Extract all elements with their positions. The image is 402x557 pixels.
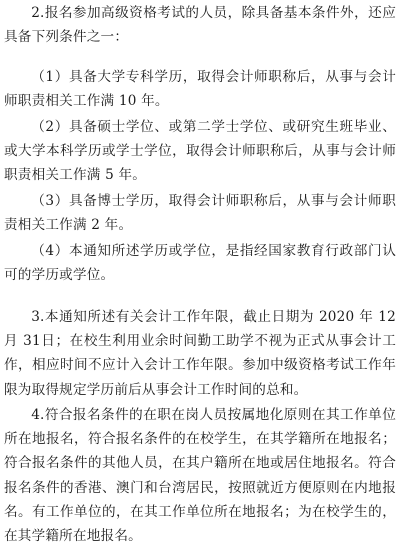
paragraph-condition-2: （2）具备硕士学位、或第二学士学位、或研究生班毕业、或大学本科学历或学士学位，取得会计师职称后，从事与会计师职责相关工作满 5 年。 xyxy=(4,119,396,184)
paragraph-condition-3: （3）具备博士学历，取得会计师职称后，从事与会计师职责相关工作满 2 年。 xyxy=(4,193,396,234)
paragraph-senior-exam-requirements: 2.报名参加高级资格考试的人员，除具备基本条件外，还应具备下列条件之一： xyxy=(4,5,396,46)
paragraph-registration-location: 4.符合报名条件的在职在岗人员按属地化原则在其工作单位所在地报名，符合报名条件的在校学生，在其学籍所在地报名；符合报名条件的其他人员，在其户籍所在地或居住地报名。符合报名条件的香港、澳门和台湾居民，按照就近方便原则在内地报名。有工作单位的，在其工作单位所在地报名；为在校学生的，在其学籍所在地报名。 xyxy=(4,407,396,545)
paragraph-work-years: 3.本通知所述有关会计工作年限，截止日期为 2020 年 12 月 31日；在校生利用业余时间勤工助学不视为正式从事会计工作，相应时间不应计入会计工作年限。参加中级资格考试工作年限为取得规定学历前后从事会计工作时间的总和。 xyxy=(4,309,396,398)
paragraph-condition-4: （4）本通知所述学历或学位，是指经国家教育行政部门认可的学历或学位。 xyxy=(4,243,396,284)
paragraph-condition-1: （1）具备大学专科学历，取得会计师职称后，从事与会计师职责相关工作满 10 年。 xyxy=(4,69,396,110)
